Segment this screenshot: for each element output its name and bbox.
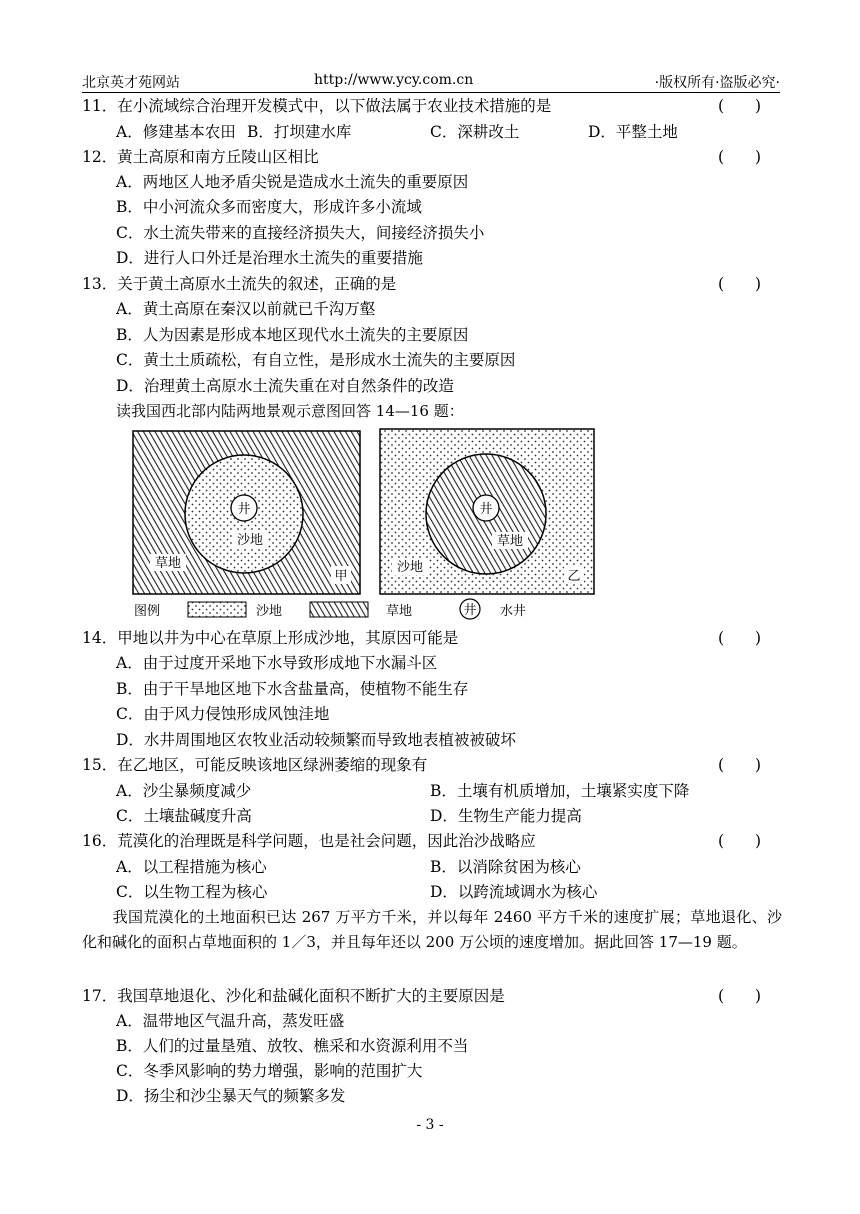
question-14-stem: 14．甲地以井为中心在草原上形成沙地，其原因可能是: [82, 629, 459, 647]
tag-jia: 甲: [334, 569, 348, 584]
q17-option-b: B．人们的过量垦殖、放牧、樵采和水资源利用不当: [116, 1037, 469, 1055]
q11-option-b: B．打坝建水库: [247, 123, 352, 141]
legend-grass: 草地: [386, 604, 413, 619]
q11-option-d: D．平整土地: [588, 123, 678, 141]
label-grass-outer: 草地: [154, 556, 182, 571]
q13-option-b: B．人为因素是形成本地区现代水土流失的主要原因: [116, 326, 469, 344]
question-11-stem: 11．在小流域综合治理开发模式中，以下做法属于农业技术措施的是: [82, 97, 552, 115]
q13-option-d: D．治理黄土高原水土流失重在对自然条件的改造: [116, 377, 454, 395]
question-15-stem: 15．在乙地区，可能反映该地区绿洲萎缩的现象有: [82, 756, 428, 774]
answer-blank-15: ( ): [718, 756, 762, 774]
label-grass-inner: 草地: [496, 534, 524, 549]
answer-blank-11: ( ): [718, 97, 762, 115]
q13-option-c: C．黄土土质疏松，有自立性，是形成水土流失的主要原因: [116, 351, 516, 369]
landscape-figure: [128, 426, 600, 622]
q16-option-b: B．以消除贫困为核心: [430, 858, 581, 876]
q17-option-a: A．温带地区气温升高，蒸发旺盛: [116, 1012, 345, 1030]
answer-blank-17: ( ): [718, 987, 762, 1005]
q13-option-a: A．黄土高原在秦汉以前就已千沟万壑: [116, 300, 376, 318]
q17-option-c: C．冬季风影响的势力增强，影响的范围扩大: [116, 1062, 423, 1080]
q11-option-c: C．深耕改土: [430, 123, 520, 141]
q12-option-a: A．两地区人地矛盾尖锐是造成水土流失的重要原因: [116, 173, 469, 191]
q15-option-d: D．生物生产能力提高: [430, 807, 582, 825]
label-sand-outer: 沙地: [396, 560, 424, 575]
figure-legend: [134, 599, 526, 619]
q12-option-d: D．进行人口外迁是治理水土流失的重要措施: [116, 249, 423, 267]
header-copyright: ·版权所有·盗版必究·: [654, 75, 780, 91]
q14-option-c: C．由于风力侵蚀形成风蚀洼地: [116, 705, 330, 723]
answer-blank-13: ( ): [718, 275, 762, 293]
q12-option-c: C．水土流失带来的直接经济损失大，间接经济损失小: [116, 224, 485, 242]
answer-blank-16: ( ): [718, 832, 762, 850]
q16-option-c: C．以生物工程为核心: [116, 883, 268, 901]
q12-option-b: B．中小河流众多而密度大，形成许多小流域: [116, 198, 422, 216]
legend-well-symbol: 井: [463, 603, 477, 618]
question-13-stem: 13．关于黄土高原水土流失的叙述，正确的是: [82, 275, 397, 293]
question-16-stem: 16．荒漠化的治理既是科学问题，也是社会问题，因此治沙战略应: [82, 832, 536, 850]
q15-option-c: C．土壤盐碱度升高: [116, 807, 252, 825]
passage-17-19: 我国荒漠化的土地面积已达 267 万平方千米，并以每年 2460 平方千米的速度扩展；草地退化、沙化和碱化的面积占草地面积的 1／3，并且每年还以 200 万公顷的速度增加。据此回答 17—19 题。: [82, 908, 782, 951]
page-number: - 3 -: [416, 1117, 444, 1133]
well-label-right: 井: [479, 502, 493, 517]
q14-option-d: D．水井周围地区农牧业活动较频繁而导致地表植被被破坏: [116, 731, 516, 749]
legend-title: 图例: [134, 604, 161, 619]
panel-jia: [133, 431, 360, 594]
q16-option-a: A．以工程措施为核心: [116, 858, 267, 876]
well-label-left: 井: [237, 502, 251, 517]
legend-well: 水井: [500, 604, 527, 619]
q14-option-b: B．由于干旱地区地下水含盐量高，使植物不能生存: [116, 680, 469, 698]
label-sand-inner: 沙地: [236, 533, 264, 548]
legend-sand: 沙地: [256, 604, 283, 619]
header-site-name: 北京英才苑网站: [82, 75, 180, 91]
panel-yi: [380, 429, 594, 594]
answer-blank-14: ( ): [718, 629, 762, 647]
header-url: http://www.ycy.com.cn: [314, 72, 474, 88]
q17-option-d: D．扬尘和沙尘暴天气的频繁多发: [116, 1087, 346, 1105]
question-12-stem: 12．黄土高原和南方丘陵山区相比: [82, 148, 319, 166]
figure-intro: 读我国西北部内陆两地景观示意图回答 14—16 题：: [116, 402, 464, 420]
q14-option-a: A．由于过度开采地下水导致形成地下水漏斗区: [116, 654, 438, 672]
q15-option-a: A．沙尘暴频度减少: [116, 782, 252, 800]
page-header: [82, 72, 780, 93]
question-17-stem: 17．我国草地退化、沙化和盐碱化面积不断扩大的主要原因是: [82, 987, 505, 1005]
q11-option-a: A．修建基本农田: [116, 123, 236, 141]
tag-yi: 乙: [567, 569, 581, 584]
q16-option-d: D．以跨流域调水为核心: [430, 883, 598, 901]
q15-option-b: B．土壤有机质增加，土壤紧实度下降: [430, 782, 690, 800]
answer-blank-12: ( ): [718, 148, 762, 166]
